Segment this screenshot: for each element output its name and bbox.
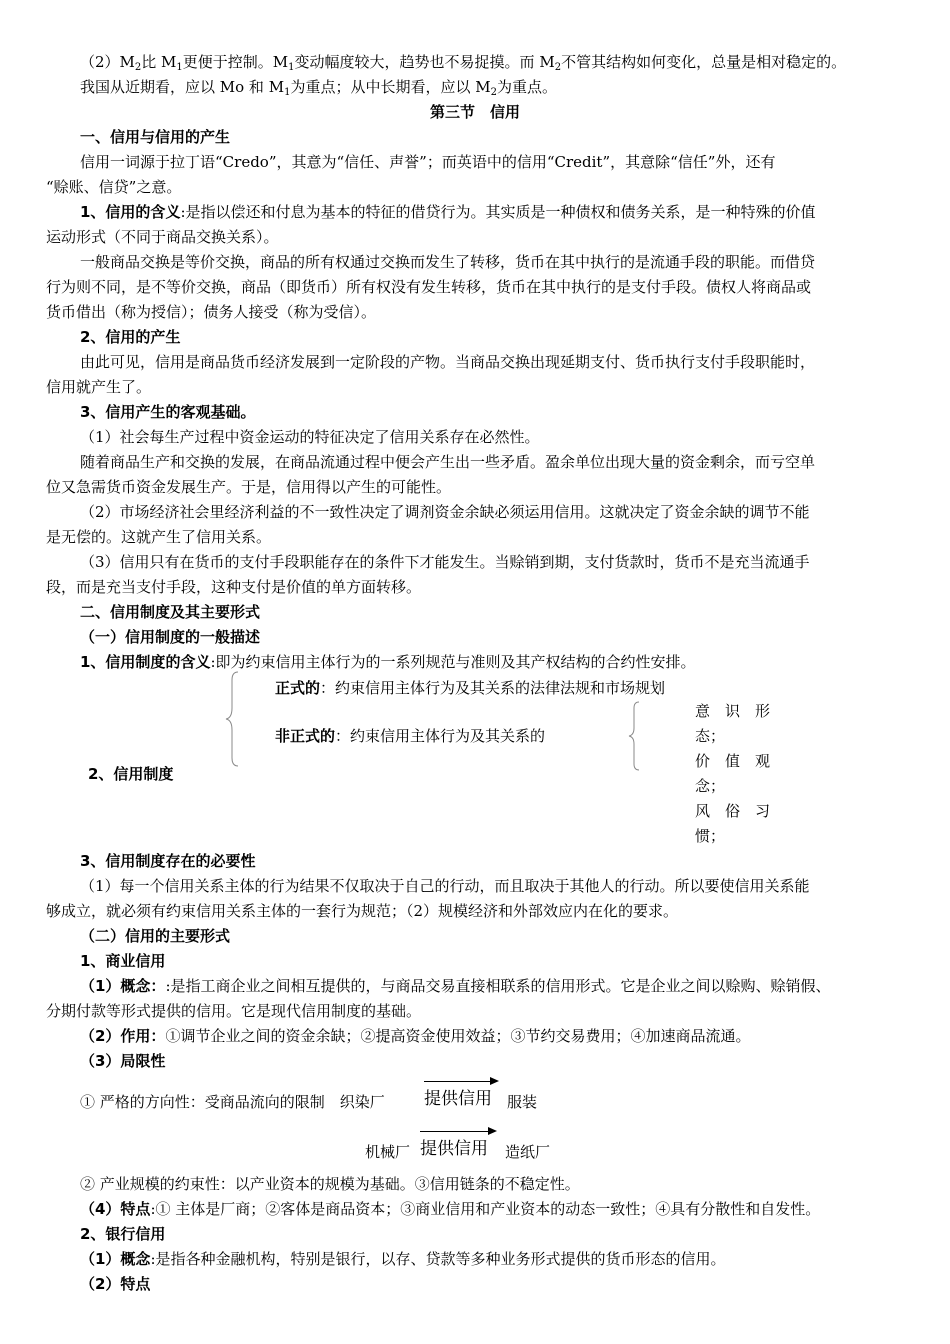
arrow-right-icon [488, 1127, 497, 1135]
paragraph-basis-3: （2）市场经济社会里经济利益的不一致性决定了调剂资金余缺必须运用信用。这就决定了资金余缺的调节不能 [80, 503, 810, 521]
paragraph-basis-2-cont: 位又急需货币资金发展生产。于是，信用得以产生的可能性。 [46, 478, 452, 496]
subscript: 2 [490, 87, 497, 98]
text: :是指以偿还和付息为基本的特征的借贷行为。其实质是一种债权和债务关系，是一种特殊的价值 [180, 203, 816, 221]
text: :是指工商企业之间相互提供的，与商品交易直接相联系的信用形式。它是企业之间以赊购、赊销假、 [165, 977, 831, 995]
left-brace-icon [222, 670, 242, 768]
heading-credit-system: 二、信用制度及其主要形式 [80, 603, 261, 621]
paragraph-basis-3-cont: 是无偿的。这就产生了信用关系。 [46, 528, 272, 546]
text: :① 主体是厂商；②客体是商品资本；③商业信用和产业资本的动态一致性；④具有分散性和自发性。 [150, 1200, 821, 1218]
paragraph-credit-definition [80, 203, 942, 221]
paragraph-basis-1: （1）社会每生产过程中资金运动的特征决定了信用关系存在必然性。 [80, 428, 540, 446]
limit-direction-text: ① 严格的方向性：受商品流向的限制 织染厂 [80, 1093, 385, 1111]
paragraph-bank-concept [80, 1250, 942, 1268]
credit-system-label: 2、信用制度 [88, 765, 174, 783]
paragraph-commercial-features [80, 1200, 942, 1218]
term-label: （1）概念： [80, 977, 166, 995]
text: （2）M [80, 53, 135, 71]
text: 我国从近期看，应以 Mo 和 M [80, 78, 285, 96]
arrow-target-garment: 服装 [507, 1093, 538, 1111]
paragraph-commercial-concept-cont: 分期付款等形式提供的信用。它是现代信用制度的基础。 [46, 1002, 422, 1020]
informal-item-ideology-cont: 态； [695, 727, 726, 745]
text: 更便于控制。M [182, 53, 289, 71]
heading-credit-origin: 一、信用与信用的产生 [80, 128, 231, 146]
subheading-main-forms: （二）信用的主要形式 [80, 927, 231, 945]
subscript: 1 [176, 62, 183, 73]
text: ①调节企业之间的资金余缺；②提高资金使用效益；③节约交易费用；④加速商品流通。 [165, 1027, 751, 1045]
paragraph-credit-definition-cont: 运动形式（不同于商品交换关系）。 [46, 228, 279, 246]
text: ：约束信用主体行为及其关系的 [335, 727, 546, 745]
informal-item-customs-cont: 惯； [695, 827, 726, 845]
heading-commercial-credit: 1、商业信用 [80, 952, 166, 970]
paragraph-necessity: （1）每一个信用关系主体的行为结果不仅取决于自己的行动，而且取决于其他人的行动。所以要使信用关系能 [80, 877, 810, 895]
paragraph-limits-2-3: ② 产业规模的约束性：以产业资本的规模为基础。③信用链条的不稳定性。 [80, 1175, 580, 1193]
text: 为重点；从中长期看，应以 M [290, 78, 491, 96]
subscript: 1 [288, 62, 295, 73]
subscript: 2 [134, 62, 142, 73]
text: 比 M [141, 53, 177, 71]
paragraph-basis-4: （3）信用只有在货币的支付手段职能存在的条件下才能发生。当赊销到期，支付货款时，货币不是充当流通手 [80, 553, 810, 571]
heading-commercial-limits: （3）局限性 [80, 1052, 166, 1070]
heading-system-necessity: 3、信用制度存在的必要性 [80, 852, 256, 870]
informal-item-values-cont: 念； [695, 777, 726, 795]
paragraph-m2-control [80, 53, 942, 77]
arrow-line [424, 1081, 492, 1082]
arrow-line [420, 1131, 490, 1132]
text: :即为约束信用主体行为的一系列规范与准则及其产权结构的合约性安排。 [210, 653, 696, 671]
subscript: 2 [554, 62, 562, 73]
term-label: 非正式的 [275, 727, 336, 745]
paragraph-system-definition [80, 653, 942, 671]
term-label: 正式的 [275, 679, 321, 697]
formal-system-item [275, 679, 735, 697]
subheading-general-description: （一）信用制度的一般描述 [80, 628, 261, 646]
informal-item-values: 价 值 观 [695, 752, 771, 770]
paragraph-basis-2: 随着商品生产和交换的发展，在商品流通过程中便会产生出一些矛盾。盈余单位出现大量的资金剩余，而亏空单 [80, 453, 816, 471]
paragraph-exchange: 一般商品交换是等价交换，商品的所有权通过交换而发生了转移，货币在其中执行的是流通手段的职能。而借贷 [80, 253, 816, 271]
term-label: （4）特点 [80, 1200, 151, 1218]
term-label: 1、信用的含义 [80, 203, 181, 221]
paragraph-exchange-cont: 货币借出（称为授信）；债务人接受（称为受信）。 [46, 303, 377, 321]
text: :是指各种金融机构，特别是银行，以存、贷款等多种业务形式提供的货币形态的信用。 [150, 1250, 726, 1268]
informal-system-item [275, 727, 615, 745]
inner-brace-icon [626, 700, 642, 772]
section-title: 第三节 信用 [429, 103, 520, 121]
text: ：约束信用主体行为及其关系的法律法规和市场规划 [320, 679, 666, 697]
informal-item-ideology: 意 识 形 [695, 702, 771, 720]
text: 不管其结构如何变化，总量是相对稳定的。 [561, 53, 847, 71]
paragraph-emergence: 由此可见，信用是商品货币经济发展到一定阶段的产物。当商品交换出现延期支付、货币执行支付手段职能时， [80, 353, 816, 371]
term-label: （2）作用： [80, 1027, 166, 1045]
text: 变动幅度较大，趋势也不易捉摸。而 M [294, 53, 555, 71]
paragraph-commercial-concept [80, 977, 942, 995]
paragraph-exchange-cont: 行为则不同，是不等价交换，商品（即货币）所有权没有发生转移，货币在其中执行的是支付手段。债权人将商品或 [46, 278, 812, 296]
term-label: （1）概念 [80, 1250, 151, 1268]
paragraph-emergence-cont: 信用就产生了。 [46, 378, 152, 396]
heading-bank-credit: 2、银行信用 [80, 1225, 166, 1243]
paragraph-necessity-cont: 够成立，就必须有约束信用关系主体的一套行为规范；（2）规模经济和外部效应内在化的要求。 [46, 902, 679, 920]
paragraph-focus [80, 78, 942, 102]
heading-objective-basis: 3、信用产生的客观基础。 [80, 403, 256, 421]
subscript: 1 [284, 87, 291, 98]
text: 为重点。 [496, 78, 557, 96]
paragraph-basis-4-cont: 段，而是充当支付手段，这种支付是价值的单方面转移。 [46, 578, 422, 596]
paragraph-credo-cont: “赊账、信贷”之意。 [46, 178, 182, 196]
term-label: 1、信用制度的含义 [80, 653, 211, 671]
arrow-label-provide-credit: 提供信用 [420, 1139, 488, 1159]
arrow-right-icon [490, 1077, 499, 1085]
heading-bank-features: （2）特点 [80, 1275, 151, 1293]
paragraph-credo: 信用一词源于拉丁语“Credo”，其意为“信任、声誉”；而英语中的信用“Credit”，其意除“信任”外，还有 [80, 153, 776, 171]
arrow-source-machinery: 机械厂 [365, 1143, 411, 1161]
paragraph-commercial-role [80, 1027, 942, 1045]
heading-credit-emergence: 2、信用的产生 [80, 328, 181, 346]
arrow-label-provide-credit: 提供信用 [424, 1089, 492, 1109]
arrow-target-paper-mill: 造纸厂 [505, 1143, 551, 1161]
informal-item-customs: 风 俗 习 [695, 802, 771, 820]
